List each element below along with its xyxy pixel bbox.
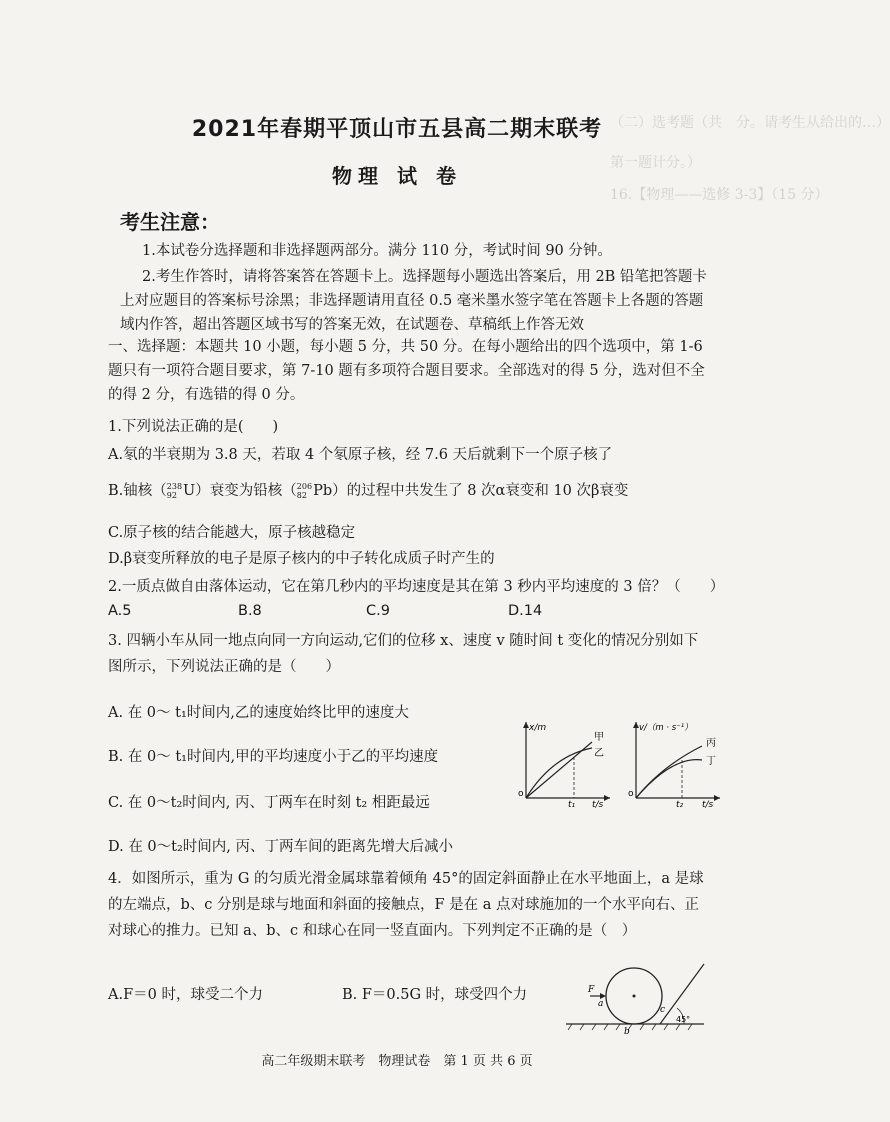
- curve-yi: [526, 748, 592, 798]
- xt-x-arrow: [604, 795, 610, 801]
- q1-b-suffix: ）的过程中共发生了 8 次α衰变和 10 次β衰变: [332, 483, 629, 499]
- q4-line-2: 的左端点，b、c 分别是球与地面和斜面的接触点，F 是在 a 点对球施加的一个水平向右、正: [108, 897, 700, 913]
- q3-option-b: B. 在 0～ t₁时间内,甲的平均速度小于乙的平均速度: [108, 749, 439, 765]
- label-ding: 丁: [706, 756, 716, 767]
- u-atomic-number: 92: [166, 491, 177, 500]
- u-symbol: U: [183, 483, 196, 499]
- xt-origin: o: [518, 789, 524, 799]
- notice-line-2a: 2.考生作答时，请将答案答在答题卡上。选择题每小题选出答案后，用 2B 铅笔把答题卡: [142, 269, 707, 285]
- q4-line-3: 对球心的推力。已知 a、b、c 和球心在同一竖直面内。下列判定不正确的是（ ）: [108, 923, 637, 939]
- vt-tick-t2: t₂: [676, 800, 684, 810]
- pb-symbol: Pb: [313, 483, 333, 499]
- q1-b-prefix: B.铀核（: [108, 483, 167, 499]
- lead-nuclide: [297, 482, 332, 500]
- vt-x-arrow: [714, 795, 720, 801]
- notice-heading: 考生注意：: [120, 210, 220, 234]
- vt-origin: o: [628, 789, 634, 799]
- section-instructions-3: 的得 2 分，有选错的得 0 分。: [108, 387, 305, 403]
- notice-line-2c: 域内作答，超出答题区域书写的答案无效，在试题卷、草稿纸上作答无效: [120, 317, 584, 333]
- pb-mass-number: 206: [296, 482, 313, 491]
- xt-x-label: t/s: [592, 800, 604, 810]
- label-jia: 甲: [594, 732, 604, 743]
- label-b: b: [624, 1027, 630, 1037]
- section-instructions-2: 题只有一项符合题目要求，第 7-10 题有多项符合题目要求。全部选对的得 5 分，选对但不全: [108, 363, 705, 379]
- q1-option-c: C.原子核的结合能越大，原子核越稳定: [108, 525, 356, 541]
- page-footer: 高二年级期末联考 物理试卷 第 1 页 共 6 页: [261, 1054, 533, 1069]
- q1-b-middle: ）衰变为铅核（: [195, 483, 297, 499]
- label-c: c: [660, 1005, 666, 1015]
- q2-stem: 2.一质点做自由落体运动，它在第几秒内的平均速度是其在第 3 秒内平均速度的 3 倍？（ ）: [108, 579, 725, 595]
- xt-graph: [512, 716, 614, 808]
- xt-y-label: x/m: [529, 723, 547, 733]
- q2-option-a: A.5: [108, 603, 132, 619]
- ball-center: [633, 995, 636, 998]
- q1-option-b: [108, 482, 628, 501]
- u-mass-number: 238: [166, 482, 183, 491]
- q3-option-a: A. 在 0～ t₁时间内,乙的速度始终比甲的速度大: [108, 705, 409, 721]
- q4-option-b: B. F＝0.5G 时，球受四个力: [342, 987, 528, 1003]
- ground-hatching: [568, 1024, 692, 1030]
- q4-option-a: A.F＝0 时，球受二个力: [108, 987, 263, 1003]
- notice-line-2b: 上对应题目的答案标号涂黑；非选择题请用直径 0.5 毫米墨水签字笔在答题卡上各题的答题: [120, 293, 704, 309]
- q2-option-d: D.14: [508, 603, 543, 619]
- q2-option-b: B.8: [238, 603, 262, 619]
- q4-line-1: 4．如图所示，重为 G 的匀质光滑金属球靠着倾角 45°的固定斜面静止在水平地面上，a 是球: [108, 871, 704, 887]
- q3-option-d: D. 在 0～t₂时间内, 丙、丁两车间的距离先增大后减小: [108, 839, 454, 855]
- q2-option-c: C.9: [366, 603, 390, 619]
- pb-atomic-number: 82: [296, 491, 307, 500]
- label-f: F: [588, 985, 595, 995]
- q3-stem-2: 图所示，下列说法正确的是（ ）: [108, 659, 340, 675]
- label-yi: 乙: [594, 748, 604, 759]
- section-instructions-1: 一、选择题：本题共 10 小题，每小题 5 分，共 50 分。在每小题给出的四个选项中，第 1-6: [108, 339, 703, 355]
- curve-bing: [636, 746, 702, 798]
- vt-x-label: t/s: [702, 800, 714, 810]
- q1-option-d: D.β衰变所释放的电子是原子核内的中子转化成质子时产生的: [108, 551, 495, 567]
- exam-title: 2021年春期平顶山市五县高二期末联考: [191, 117, 603, 142]
- vt-y-label: v/（m · s⁻¹）: [639, 723, 693, 733]
- exam-subtitle: 物理 试 卷: [332, 164, 462, 188]
- vt-graph: [622, 716, 726, 808]
- bleed-through-text: （二）选考题（共 分。请考生从给出的…）: [610, 115, 890, 131]
- bleed-through-text: 第一题计分。）: [610, 155, 701, 171]
- ball-incline-figure: [560, 948, 710, 1036]
- label-bing: 丙: [706, 738, 716, 749]
- uranium-nuclide: [167, 482, 196, 500]
- label-a: a: [598, 999, 604, 1009]
- label-angle: 45°: [676, 1015, 691, 1024]
- q3-option-c: C. 在 0～t₂时间内, 丙、丁两车在时刻 t₂ 相距最远: [108, 795, 430, 811]
- q1-option-a: A.氡的半衰期为 3.8 天，若取 4 个氡原子核，经 7.6 天后就剩下一个原子核了: [108, 447, 613, 463]
- bleed-through-text: 16.【物理——选修 3-3】（15 分）: [610, 187, 829, 203]
- notice-line-1: 1.本试卷分选择题和非选择题两部分。满分 110 分，考试时间 90 分钟。: [142, 243, 612, 259]
- xt-tick-t1: t₁: [568, 800, 576, 810]
- q3-stem-1: 3. 四辆小车从同一地点向同一方向运动,它们的位移 x、速度 v 随时间 t 变化的情况分别如下: [108, 633, 699, 649]
- q1-stem: 1.下列说法正确的是( ): [108, 419, 279, 435]
- curve-ding: [636, 760, 702, 798]
